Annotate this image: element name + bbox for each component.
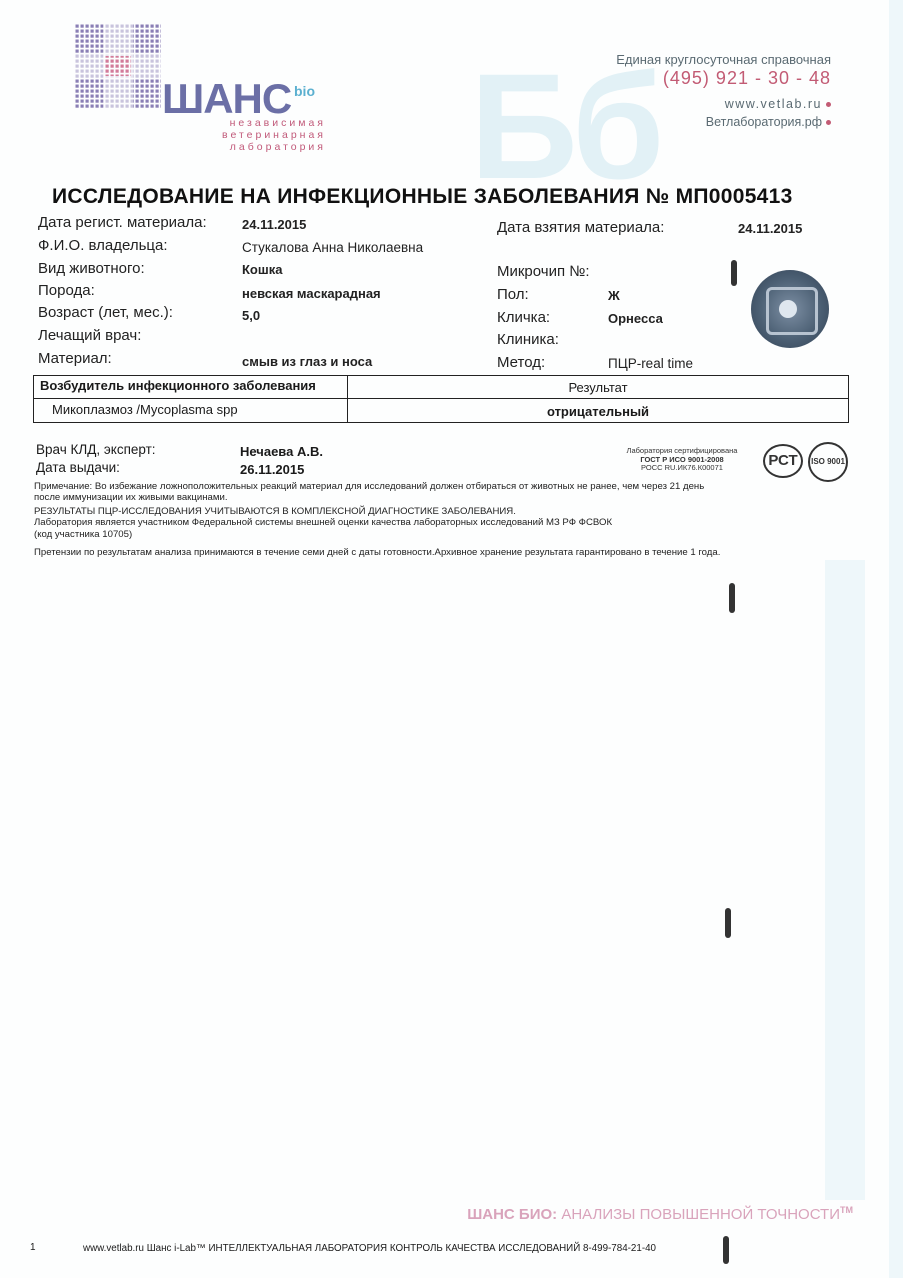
hotline-phone: (495) 921 - 30 - 48 — [662, 68, 831, 88]
bullet-icon — [826, 120, 831, 125]
sex-value: Ж — [608, 288, 620, 303]
certification-text: Лаборатория сертифицирована ГОСТ Р ИСО 9001-2008 РОСС RU.ИК76.К00071 — [626, 446, 738, 472]
method-value: ПЦР-real time — [608, 356, 693, 371]
rst-mark-icon: РСТ — [763, 444, 803, 478]
expert-value: Нечаева А.В. — [240, 444, 323, 459]
material-value: смыв из глаз и носа — [242, 354, 373, 369]
logo-wordmark: ШАНС — [162, 75, 292, 122]
logo-icon — [75, 24, 161, 108]
watermark-logo: Бб — [470, 42, 659, 210]
material-label: Материал: — [38, 350, 112, 367]
footer-brand: ШАНС БИО: АНАЛИЗЫ ПОВЫШЕННОЙ ТОЧНОСТИ™ — [467, 1205, 853, 1223]
owner-value: Стукалова Анна Николаевна — [242, 240, 424, 255]
age-value: 5,0 — [242, 308, 261, 323]
footer-line: www.vetlab.ru Шанс i-Lab™ ИНТЕЛЛЕКТУАЛЬНАЯ ЛАБОРАТОРИЯ КОНТРОЛЬ КАЧЕСТВА ИССЛЕДОВАНИЙ 8-499-784-21-40 — [83, 1243, 656, 1254]
vet-label: Лечащий врач: — [38, 327, 142, 344]
hologram-center — [779, 300, 797, 318]
punch-mark — [731, 260, 737, 286]
iso-mark-icon: ISO 9001 — [808, 442, 848, 482]
expert-label: Врач КЛД, эксперт: — [36, 442, 156, 457]
page-title: ИССЛЕДОВАНИЕ НА ИНФЕКЦИОННЫЕ ЗАБОЛЕВАНИЯ № МП0005413 — [52, 185, 793, 208]
punch-mark — [729, 583, 735, 613]
table-divider — [33, 398, 849, 399]
breed-label: Порода: — [38, 282, 95, 299]
note-line: Лаборатория является участником Федеральной системы внешней оценки качества лабораторных исследований МЗ РФ ФСВОК — [34, 517, 613, 528]
logo-tagline: независимая ветеринарная лаборатория — [222, 117, 326, 153]
background-panel — [825, 560, 865, 1200]
reg-date-label: Дата регист. материала: — [38, 214, 207, 231]
website-link[interactable]: www.vetlab.ru — [725, 97, 831, 111]
note-line: (код участника 10705) — [34, 529, 133, 540]
hotline-label: Единая круглосуточная справочная — [616, 52, 831, 67]
table-header-result: Результат — [568, 380, 628, 395]
website-link-2[interactable]: Ветлаборатория.рф — [706, 115, 831, 129]
method-label: Метод: — [497, 354, 546, 371]
name-label: Кличка: — [497, 309, 551, 326]
age-label: Возраст (лет, мес.): — [38, 304, 173, 321]
reg-date-value: 24.11.2015 — [242, 217, 307, 232]
note-line: Претензии по результатам анализа принимаются в течение семи дней с даты готовности.Архивное хранение результата гарантировано в течение 1 года. — [34, 547, 721, 558]
sample-date-value: 24.11.2015 — [738, 221, 803, 236]
sex-label: Пол: — [497, 286, 529, 303]
name-value: Орнесса — [608, 311, 663, 326]
owner-label: Ф.И.О. владельца: — [38, 237, 168, 254]
table-cell-result: отрицательный — [546, 404, 650, 419]
page-number: 1 — [30, 1242, 36, 1253]
background-panel — [889, 0, 903, 1278]
note-line: Примечание: Во избежание ложноположительных реакций материал для исследований должен отбираться от животных не ранее, чем через 21 день — [34, 481, 705, 492]
species-value: Кошка — [242, 262, 283, 277]
species-label: Вид животного: — [38, 260, 145, 277]
punch-mark — [723, 1236, 729, 1264]
breed-value: невская маскарадная — [242, 286, 381, 301]
logo-bio: bio — [294, 83, 315, 99]
bullet-icon — [826, 102, 831, 107]
chip-label: Микрочип №: — [497, 263, 590, 280]
issue-date-value: 26.11.2015 — [240, 462, 305, 477]
table-header-pathogen: Возбудитель инфекционного заболевания — [40, 378, 316, 393]
punch-mark — [725, 908, 731, 938]
issue-date-label: Дата выдачи: — [36, 460, 120, 475]
table-cell-pathogen: Микоплазмоз /Mycoplasma spp — [52, 402, 238, 417]
sample-date-label: Дата взятия материала: — [497, 219, 665, 236]
note-line: после иммунизации их живыми вакцинами. — [34, 492, 228, 503]
note-line: РЕЗУЛЬТАТЫ ПЦР-ИССЛЕДОВАНИЯ УЧИТЫВАЮТСЯ В КОМПЛЕКСНОЙ ДИАГНОСТИКЕ ЗАБОЛЕВАНИЯ. — [34, 506, 516, 517]
clinic-label: Клиника: — [497, 331, 559, 348]
